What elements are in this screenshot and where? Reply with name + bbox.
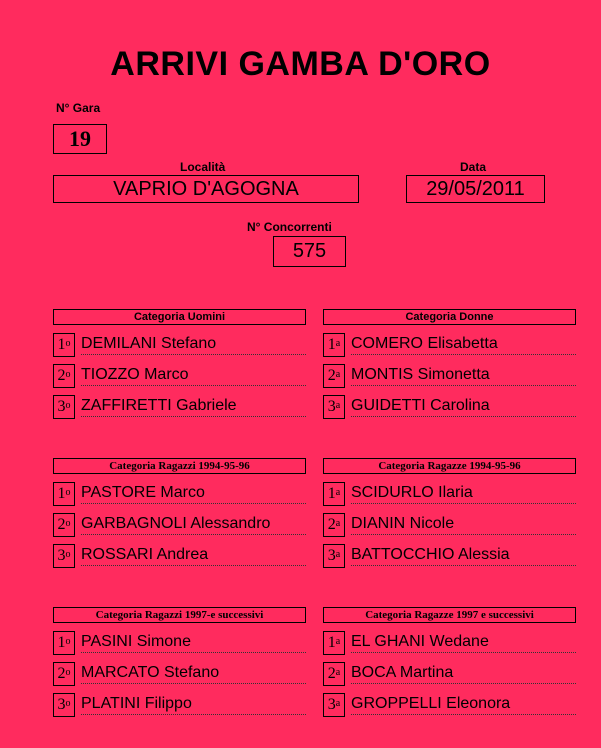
gara-label: N° Gara — [56, 101, 101, 115]
position-number: 2 — [57, 367, 66, 384]
ordinal-suffix: a — [335, 636, 341, 647]
position-number: 1 — [57, 336, 66, 353]
dotted-line — [351, 565, 576, 566]
position-box — [53, 395, 75, 419]
position-box — [53, 662, 75, 686]
athlete-name: EL GHANI Wedane — [351, 633, 489, 650]
ordinal-suffix: a — [335, 487, 341, 498]
category-title: Categoria Ragazzi 1994-95-96 — [53, 458, 306, 474]
ordinal-suffix: o — [65, 549, 71, 560]
ordinal-suffix: a — [335, 698, 341, 709]
athlete-name: PLATINI Filippo — [81, 695, 192, 712]
position-number: 1 — [57, 485, 66, 502]
dotted-line — [81, 416, 306, 417]
athlete-name: GARBAGNOLI Alessandro — [81, 515, 271, 532]
ordinal-suffix: o — [65, 487, 71, 498]
concorrenti-field — [273, 236, 346, 267]
position-number: 1 — [327, 485, 336, 502]
athlete-name: MARCATO Stefano — [81, 664, 220, 681]
position-number: 2 — [57, 516, 66, 533]
podium-row — [53, 482, 306, 506]
position-box — [323, 693, 345, 717]
dotted-line — [351, 416, 576, 417]
position-box — [53, 631, 75, 655]
category-title: Categoria Ragazze 1994-95-96 — [323, 458, 576, 474]
ordinal-suffix: a — [335, 667, 341, 678]
localita-value: VAPRIO D'AGOGNA — [113, 177, 299, 200]
position-box — [323, 482, 345, 506]
athlete-name: PASTORE Marco — [81, 484, 205, 501]
data-field — [406, 175, 545, 203]
ordinal-suffix: o — [65, 636, 71, 647]
gara-field — [53, 124, 107, 154]
dotted-line — [81, 683, 306, 684]
position-box — [53, 513, 75, 537]
podium-row — [323, 693, 576, 717]
data-label: Data — [460, 160, 487, 174]
dotted-line — [81, 714, 306, 715]
dotted-line — [351, 652, 576, 653]
athlete-name: COMERO Elisabetta — [351, 335, 498, 352]
athlete-name: MONTIS Simonetta — [351, 366, 490, 383]
ordinal-suffix: o — [65, 667, 71, 678]
podium-row — [53, 631, 306, 655]
position-box — [323, 662, 345, 686]
dotted-line — [351, 385, 576, 386]
category-title: Categoria Ragazzi 1997-e successivi — [53, 607, 306, 623]
podium-row — [53, 333, 306, 357]
position-box — [323, 395, 345, 419]
gara-value: 19 — [69, 126, 91, 151]
position-number: 3 — [327, 398, 336, 415]
podium-row — [323, 544, 576, 568]
dotted-line — [81, 385, 306, 386]
position-number: 2 — [327, 665, 336, 682]
podium-row — [323, 395, 576, 419]
concorrenti-label: N° Concorrenti — [247, 220, 332, 234]
ordinal-suffix: o — [65, 338, 71, 349]
podium-row — [323, 333, 576, 357]
concorrenti-value: 575 — [292, 240, 327, 262]
position-number: 1 — [327, 634, 336, 651]
podium-row — [323, 513, 576, 537]
athlete-name: GUIDETTI Carolina — [351, 397, 490, 414]
position-box — [53, 364, 75, 388]
ordinal-suffix: o — [65, 400, 71, 411]
position-number: 2 — [327, 516, 336, 533]
podium-row — [323, 631, 576, 655]
podium-row — [53, 662, 306, 686]
athlete-name: ROSSARI Andrea — [81, 546, 209, 563]
podium-row — [323, 482, 576, 506]
podium-row — [53, 364, 306, 388]
localita-field — [53, 175, 359, 203]
position-box — [53, 693, 75, 717]
podium-row — [53, 544, 306, 568]
athlete-name: DEMILANI Stefano — [81, 335, 217, 352]
position-box — [323, 333, 345, 357]
position-box — [323, 513, 345, 537]
dotted-line — [81, 503, 306, 504]
position-number: 1 — [57, 634, 66, 651]
podium-row — [53, 395, 306, 419]
ordinal-suffix: a — [335, 549, 341, 560]
position-number: 1 — [327, 336, 336, 353]
position-box — [53, 333, 75, 357]
dotted-line — [351, 683, 576, 684]
position-box — [53, 482, 75, 506]
podium-row — [53, 513, 306, 537]
ordinal-suffix: o — [65, 369, 71, 380]
athlete-name: DIANIN Nicole — [351, 515, 455, 532]
data-value: 29/05/2011 — [426, 177, 525, 200]
position-number: 3 — [327, 547, 336, 564]
position-box — [53, 544, 75, 568]
localita-label: Località — [180, 160, 226, 174]
ordinal-suffix: o — [65, 518, 71, 529]
athlete-name: PASINI Simone — [81, 633, 191, 650]
category-title: Categoria Ragazze 1997 e successivi — [323, 607, 576, 623]
podium-row — [323, 662, 576, 686]
position-box — [323, 544, 345, 568]
category-title: Categoria Uomini — [53, 309, 306, 325]
podium-row — [323, 364, 576, 388]
podium-row — [53, 693, 306, 717]
dotted-line — [351, 503, 576, 504]
category-title: Categoria Donne — [323, 309, 576, 325]
position-number: 2 — [327, 367, 336, 384]
athlete-name: TIOZZO Marco — [81, 366, 189, 383]
dotted-line — [81, 565, 306, 566]
position-number: 3 — [57, 696, 66, 713]
athlete-name: SCIDURLO Ilaria — [351, 484, 473, 501]
position-number: 3 — [57, 547, 66, 564]
position-box — [323, 631, 345, 655]
ordinal-suffix: a — [335, 400, 341, 411]
position-number: 3 — [327, 696, 336, 713]
position-number: 3 — [57, 398, 66, 415]
dotted-line — [81, 534, 306, 535]
athlete-name: BOCA Martina — [351, 664, 454, 681]
athlete-name: BATTOCCHIO Alessia — [351, 546, 510, 563]
ordinal-suffix: a — [335, 518, 341, 529]
athlete-name: GROPPELLI Eleonora — [351, 695, 511, 712]
ordinal-suffix: a — [335, 338, 341, 349]
position-box — [323, 364, 345, 388]
dotted-line — [81, 652, 306, 653]
dotted-line — [351, 534, 576, 535]
page-title: ARRIVI GAMBA D'ORO — [110, 45, 491, 83]
ordinal-suffix: a — [335, 369, 341, 380]
athlete-name: ZAFFIRETTI Gabriele — [81, 397, 237, 414]
dotted-line — [351, 714, 576, 715]
dotted-line — [81, 354, 306, 355]
position-number: 2 — [57, 665, 66, 682]
dotted-line — [351, 354, 576, 355]
ordinal-suffix: o — [65, 698, 71, 709]
